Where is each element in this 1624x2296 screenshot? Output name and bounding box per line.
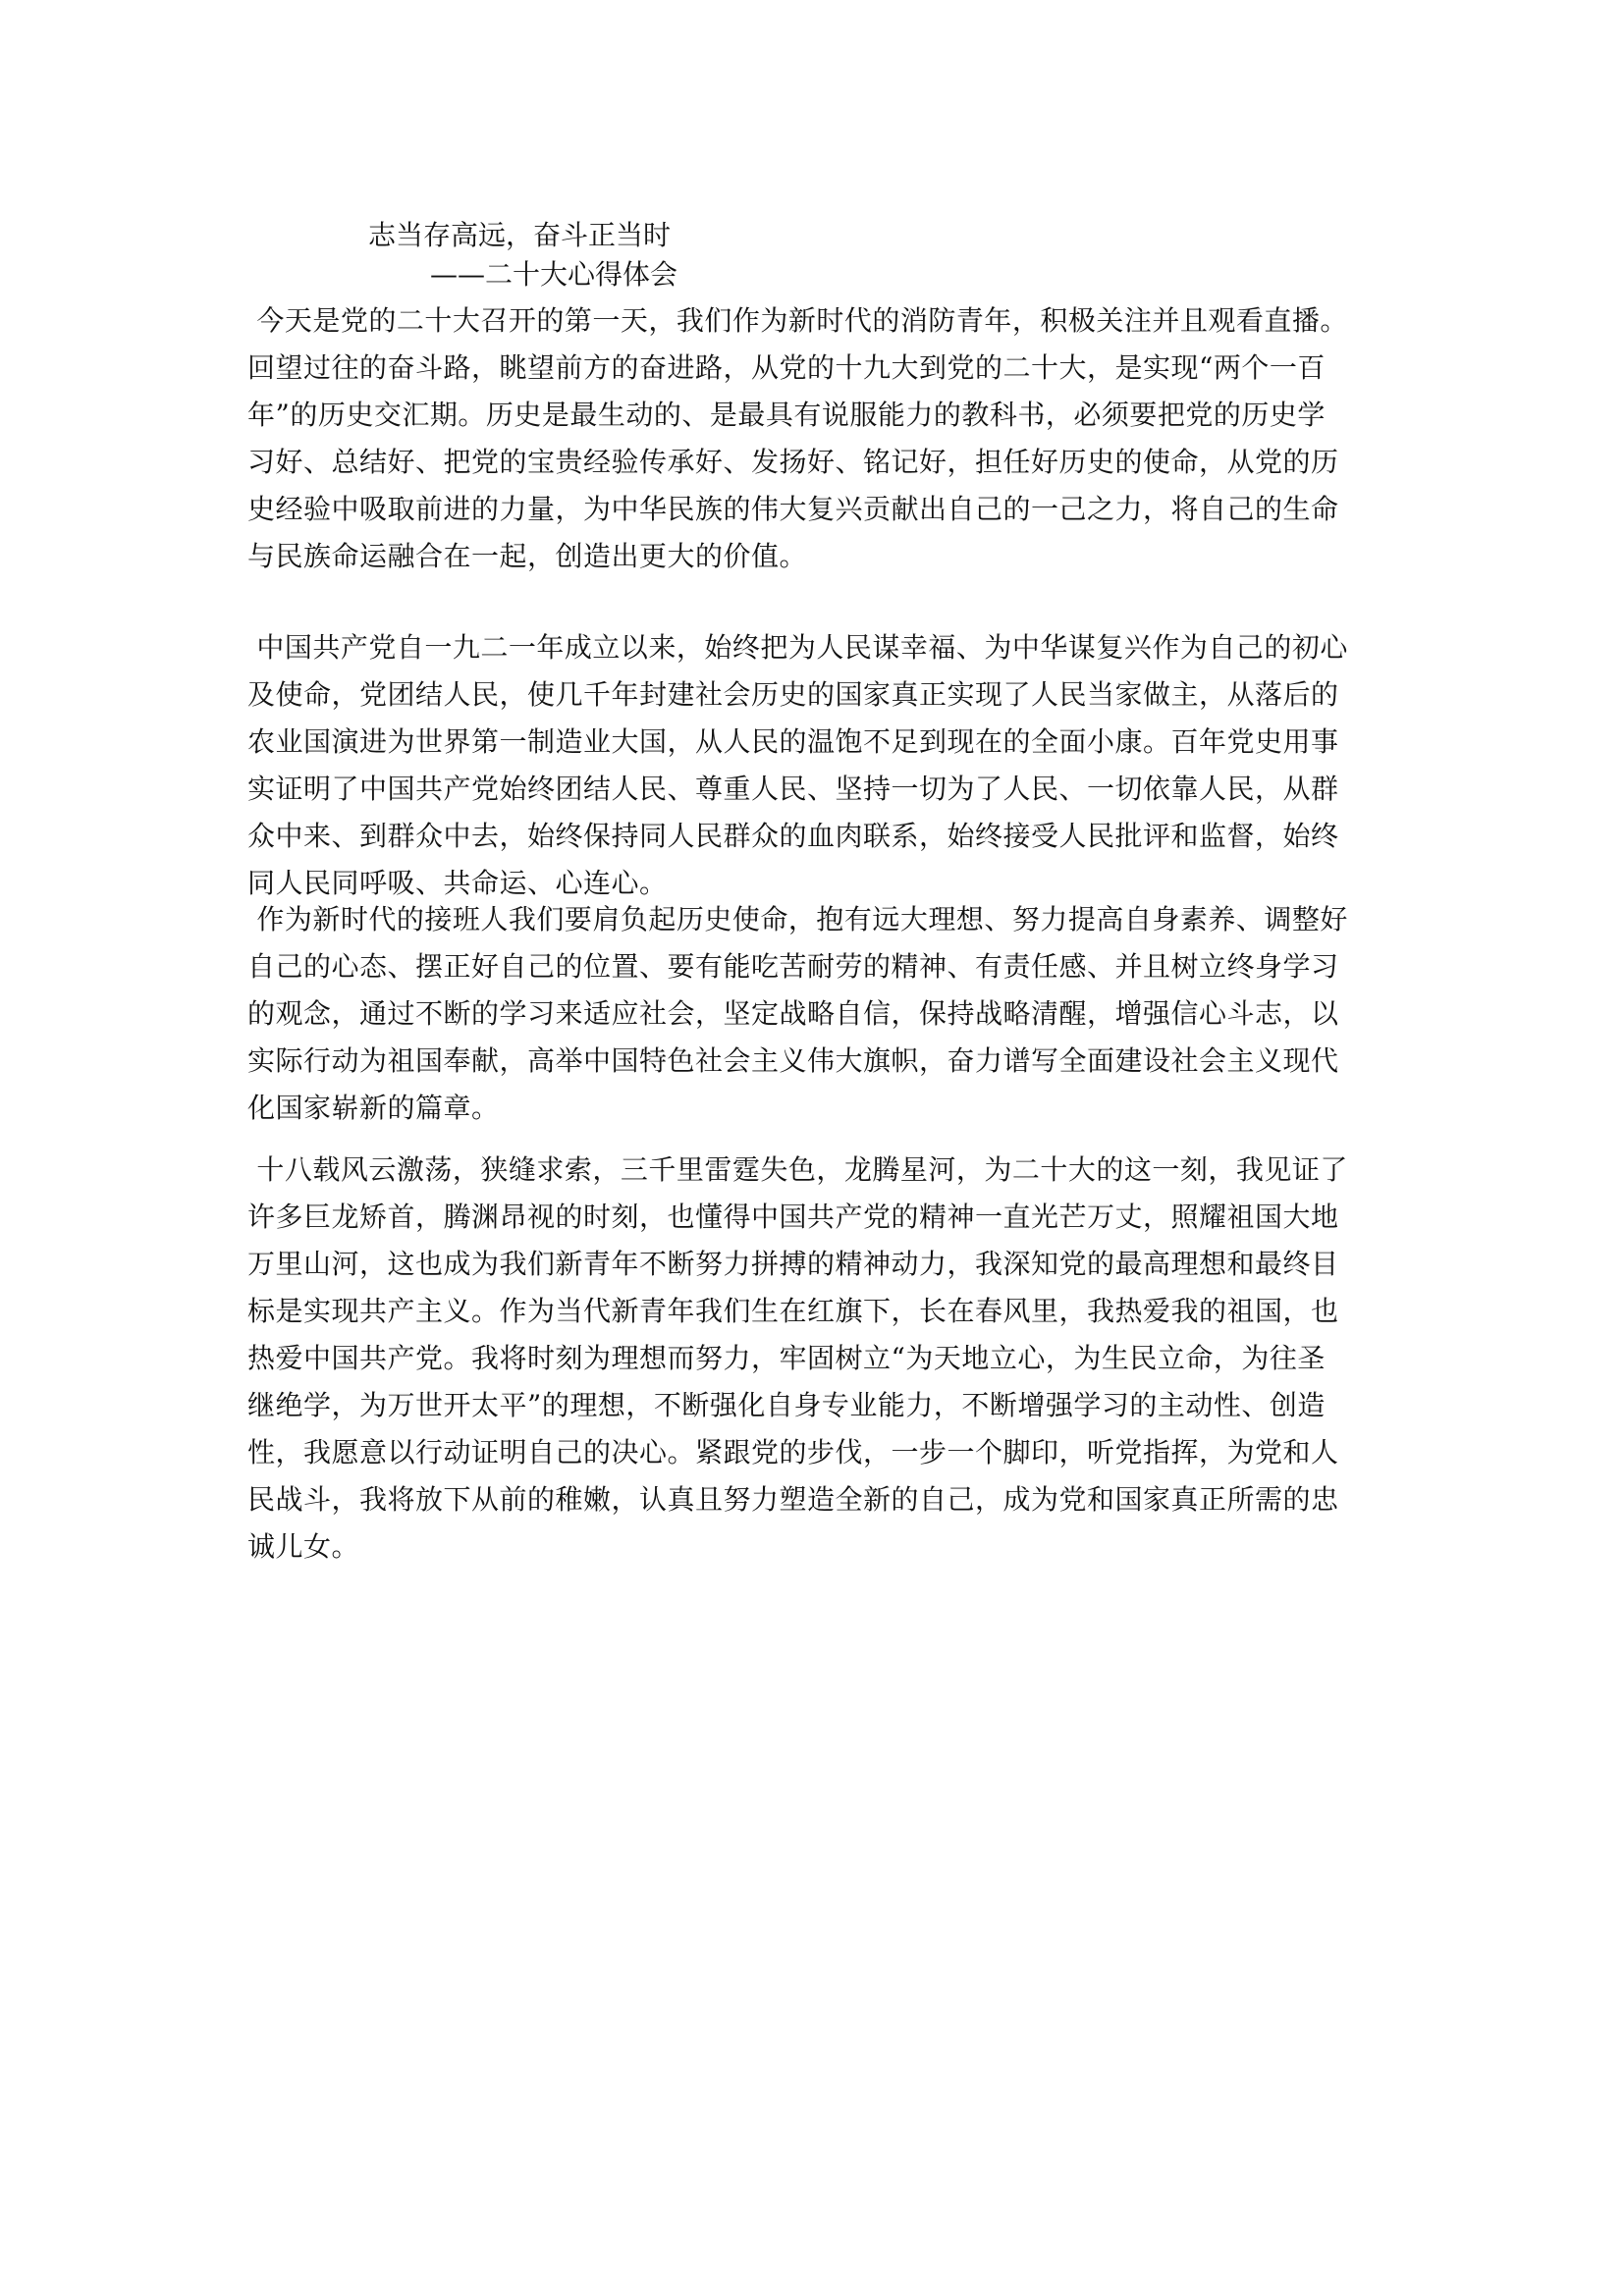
text-line: 回望过往的奋斗路，眺望前方的奋进路，从党的十九大到党的二十大，是实现“两个一百 — [247, 351, 1326, 384]
text-line: 中国共产党自一九二一年成立以来，始终把为人民谋幸福、为中华谋复兴作为自己的初心 — [247, 631, 1348, 664]
text-line: 作为新时代的接班人我们要肩负起历史使命，抱有远大理想、努力提高自身素养、调整好 — [247, 903, 1348, 935]
text-line: 习好、总结好、把党的宝贵经验传承好、发扬好、铭记好，担任好历史的使命，从党的历 — [247, 446, 1339, 478]
text-line: 自己的心态、摆正好自己的位置、要有能吃苦耐劳的精神、有责任感、并且树立终身学习 — [247, 950, 1339, 983]
document-title: 志当存高远，奋斗正当时 — [368, 219, 672, 251]
paragraph-2 — [247, 624, 1396, 907]
text-line: 及使命，党团结人民，使几千年封建社会历史的国家真正实现了人民当家做主，从落后的 — [247, 678, 1339, 711]
text-line: 今天是党的二十大召开的第一天，我们作为新时代的消防青年，积极关注并且观看直播。 — [247, 304, 1348, 337]
text-line: 实际行动为祖国奉献，高举中国特色社会主义伟大旗帜，奋力谱写全面建设社会主义现代 — [247, 1044, 1339, 1077]
text-line: 的观念，通过不断的学习来适应社会，坚定战略自信，保持战略清醒，增强信心斗志，以 — [247, 997, 1339, 1030]
paragraph-1 — [247, 297, 1396, 580]
text-line: 性，我愿意以行动证明自己的决心。紧跟党的步伐，一步一个脚印，听党指挥，为党和人 — [247, 1436, 1339, 1468]
text-line: 万里山河，这也成为我们新青年不断努力拼搏的精神动力，我深知党的最高理想和最终目 — [247, 1248, 1339, 1280]
text-line: 民战斗，我将放下从前的稚嫩，认真且努力塑造全新的自己，成为党和国家真正所需的忠 — [247, 1483, 1339, 1516]
text-line: 诚儿女。 — [247, 1530, 360, 1563]
paragraph-4 — [247, 1147, 1396, 1571]
text-line: 与民族命运融合在一起，创造出更大的价值。 — [247, 540, 808, 572]
text-line: 热爱中国共产党。我将时刻为理想而努力，牢固树立“为天地立心，为生民立命，为往圣 — [247, 1342, 1326, 1374]
paragraph-3 — [247, 896, 1396, 1132]
document-subtitle: ——二十大心得体会 — [430, 258, 678, 291]
text-line: 十八载风云激荡，狭缝求索，三千里雷霆失色，龙腾星河，为二十大的这一刻，我见证了 — [247, 1153, 1348, 1186]
text-line: 农业国演进为世界第一制造业大国，从人民的温饱不足到现在的全面小康。百年党史用事 — [247, 725, 1339, 758]
text-line: 年”的历史交汇期。历史是最生动的、是最具有说服能力的教科书，必须要把党的历史学 — [247, 399, 1326, 431]
text-line: 同人民同呼吸、共命运、心连心。 — [247, 867, 668, 899]
text-line: 化国家崭新的篇章。 — [247, 1092, 500, 1124]
text-line: 实证明了中国共产党始终团结人民、尊重人民、坚持一切为了人民、一切依靠人民，从群 — [247, 773, 1339, 805]
text-line: 许多巨龙矫首，腾渊昂视的时刻，也懂得中国共产党的精神一直光芒万丈，照耀祖国大地 — [247, 1201, 1339, 1233]
text-line: 众中来、到群众中去，始终保持同人民群众的血肉联系，始终接受人民批评和监督，始终 — [247, 820, 1339, 852]
text-line: 继绝学，为万世开太平”的理想，不断强化自身专业能力，不断增强学习的主动性、创造 — [247, 1389, 1326, 1421]
text-line: 标是实现共产主义。作为当代新青年我们生在红旗下，长在春风里，我热爱我的祖国，也 — [247, 1295, 1339, 1327]
text-line: 史经验中吸取前进的力量，为中华民族的伟大复兴贡献出自己的一己之力，将自己的生命 — [247, 493, 1339, 525]
